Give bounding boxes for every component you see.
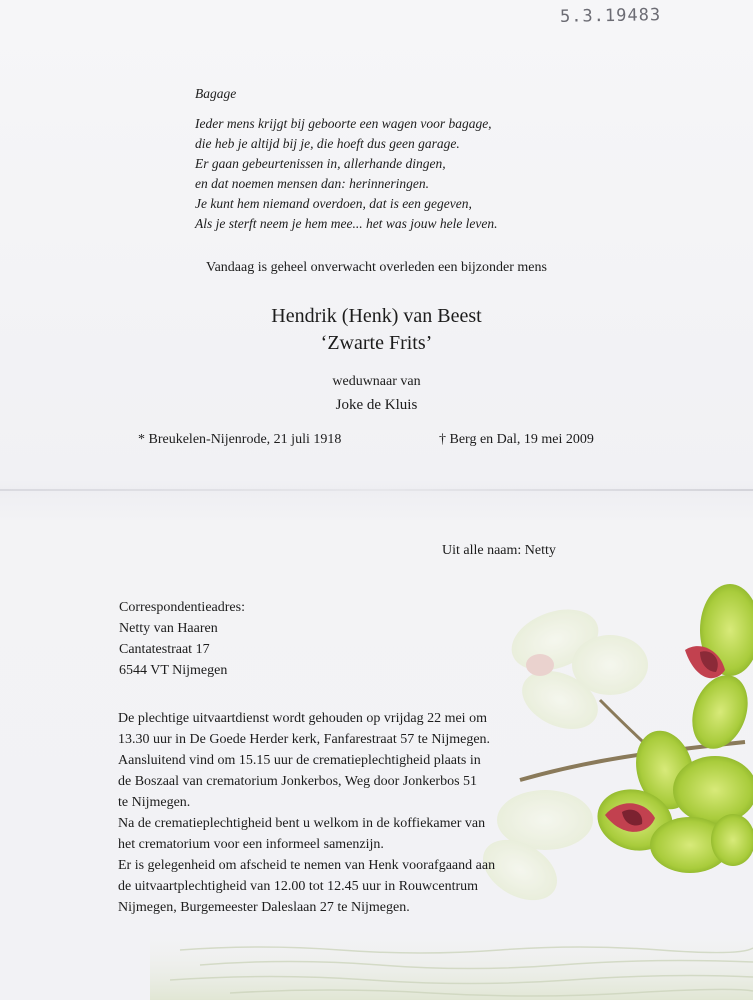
signature-line: Uit alle naam: Netty	[442, 543, 556, 558]
announcement: Vandaag is geheel onverwacht overleden een bijzonder mens	[206, 260, 547, 275]
poem-line: Ieder mens krijgt bij geboorte een wagen voor bagage,	[195, 116, 492, 131]
farewell-line: Nijmegen, Burgemeester Daleslaan 27 te Nijmegen.	[118, 900, 410, 915]
poem-line: Je kunt hem niemand overdoen, dat is een gegeven,	[195, 196, 472, 211]
spouse-name: Joke de Kluis	[335, 397, 418, 413]
funeral-line: de Boszaal van crematorium Jonkerbos, Weg door Jonkerbos 51	[118, 774, 478, 789]
poem-line: Als je sterft neem je hem mee... het was jouw hele leven.	[195, 216, 498, 231]
funeral-line: De plechtige uitvaartdienst wordt gehouden op vrijdag 22 mei om	[118, 711, 487, 726]
relation-label: weduwnaar van	[332, 374, 421, 389]
deceased-name: Hendrik (Henk) van Beest	[271, 305, 482, 327]
address-city: 6544 VT Nijmegen	[119, 663, 228, 678]
funeral-line: te Nijmegen.	[118, 795, 191, 810]
funeral-line: het crematorium voor een informeel samenzijn.	[118, 837, 384, 852]
funeral-line: 13.30 uur in De Goede Herder kerk, Fanfarestraat 57 te Nijmegen.	[118, 732, 491, 747]
address-street: Cantatestraat 17	[119, 642, 210, 657]
poem-line: en dat noemen mensen dan: herinneringen.	[195, 176, 429, 191]
farewell-line: de uitvaartplechtigheid van 12.00 tot 12.45 uur in Rouwcentrum	[118, 879, 479, 894]
funeral-line: Aansluitend vind om 15.15 uur de crematieplechtigheid plaats in	[118, 753, 481, 768]
address-heading: Correspondentieadres:	[119, 600, 245, 615]
farewell-line: Er is gelegenheid om afscheid te nemen van Henk voorafgaand aan	[118, 858, 496, 873]
poem-line: Er gaan gebeurtenissen in, allerhande dingen,	[195, 156, 446, 171]
death-info: † Berg en Dal, 19 mei 2009	[439, 432, 594, 447]
farewell-details	[118, 855, 518, 918]
birth-info: * Breukelen-Nijenrode, 21 juli 1918	[138, 432, 342, 447]
handwritten-archive-number: 5.3.19483	[559, 5, 662, 27]
correspondence-address	[119, 597, 245, 681]
deceased-nickname: ‘Zwarte Frits’	[320, 332, 433, 354]
poem-title: Bagage	[195, 86, 237, 101]
poem-line: die heb je altijd bij je, die hoeft dus geen garage.	[195, 136, 460, 151]
funeral-line: Na de crematieplechtigheid bent u welkom in de koffiekamer van	[118, 816, 486, 831]
funeral-details	[118, 708, 518, 855]
address-name: Netty van Haaren	[119, 621, 218, 636]
